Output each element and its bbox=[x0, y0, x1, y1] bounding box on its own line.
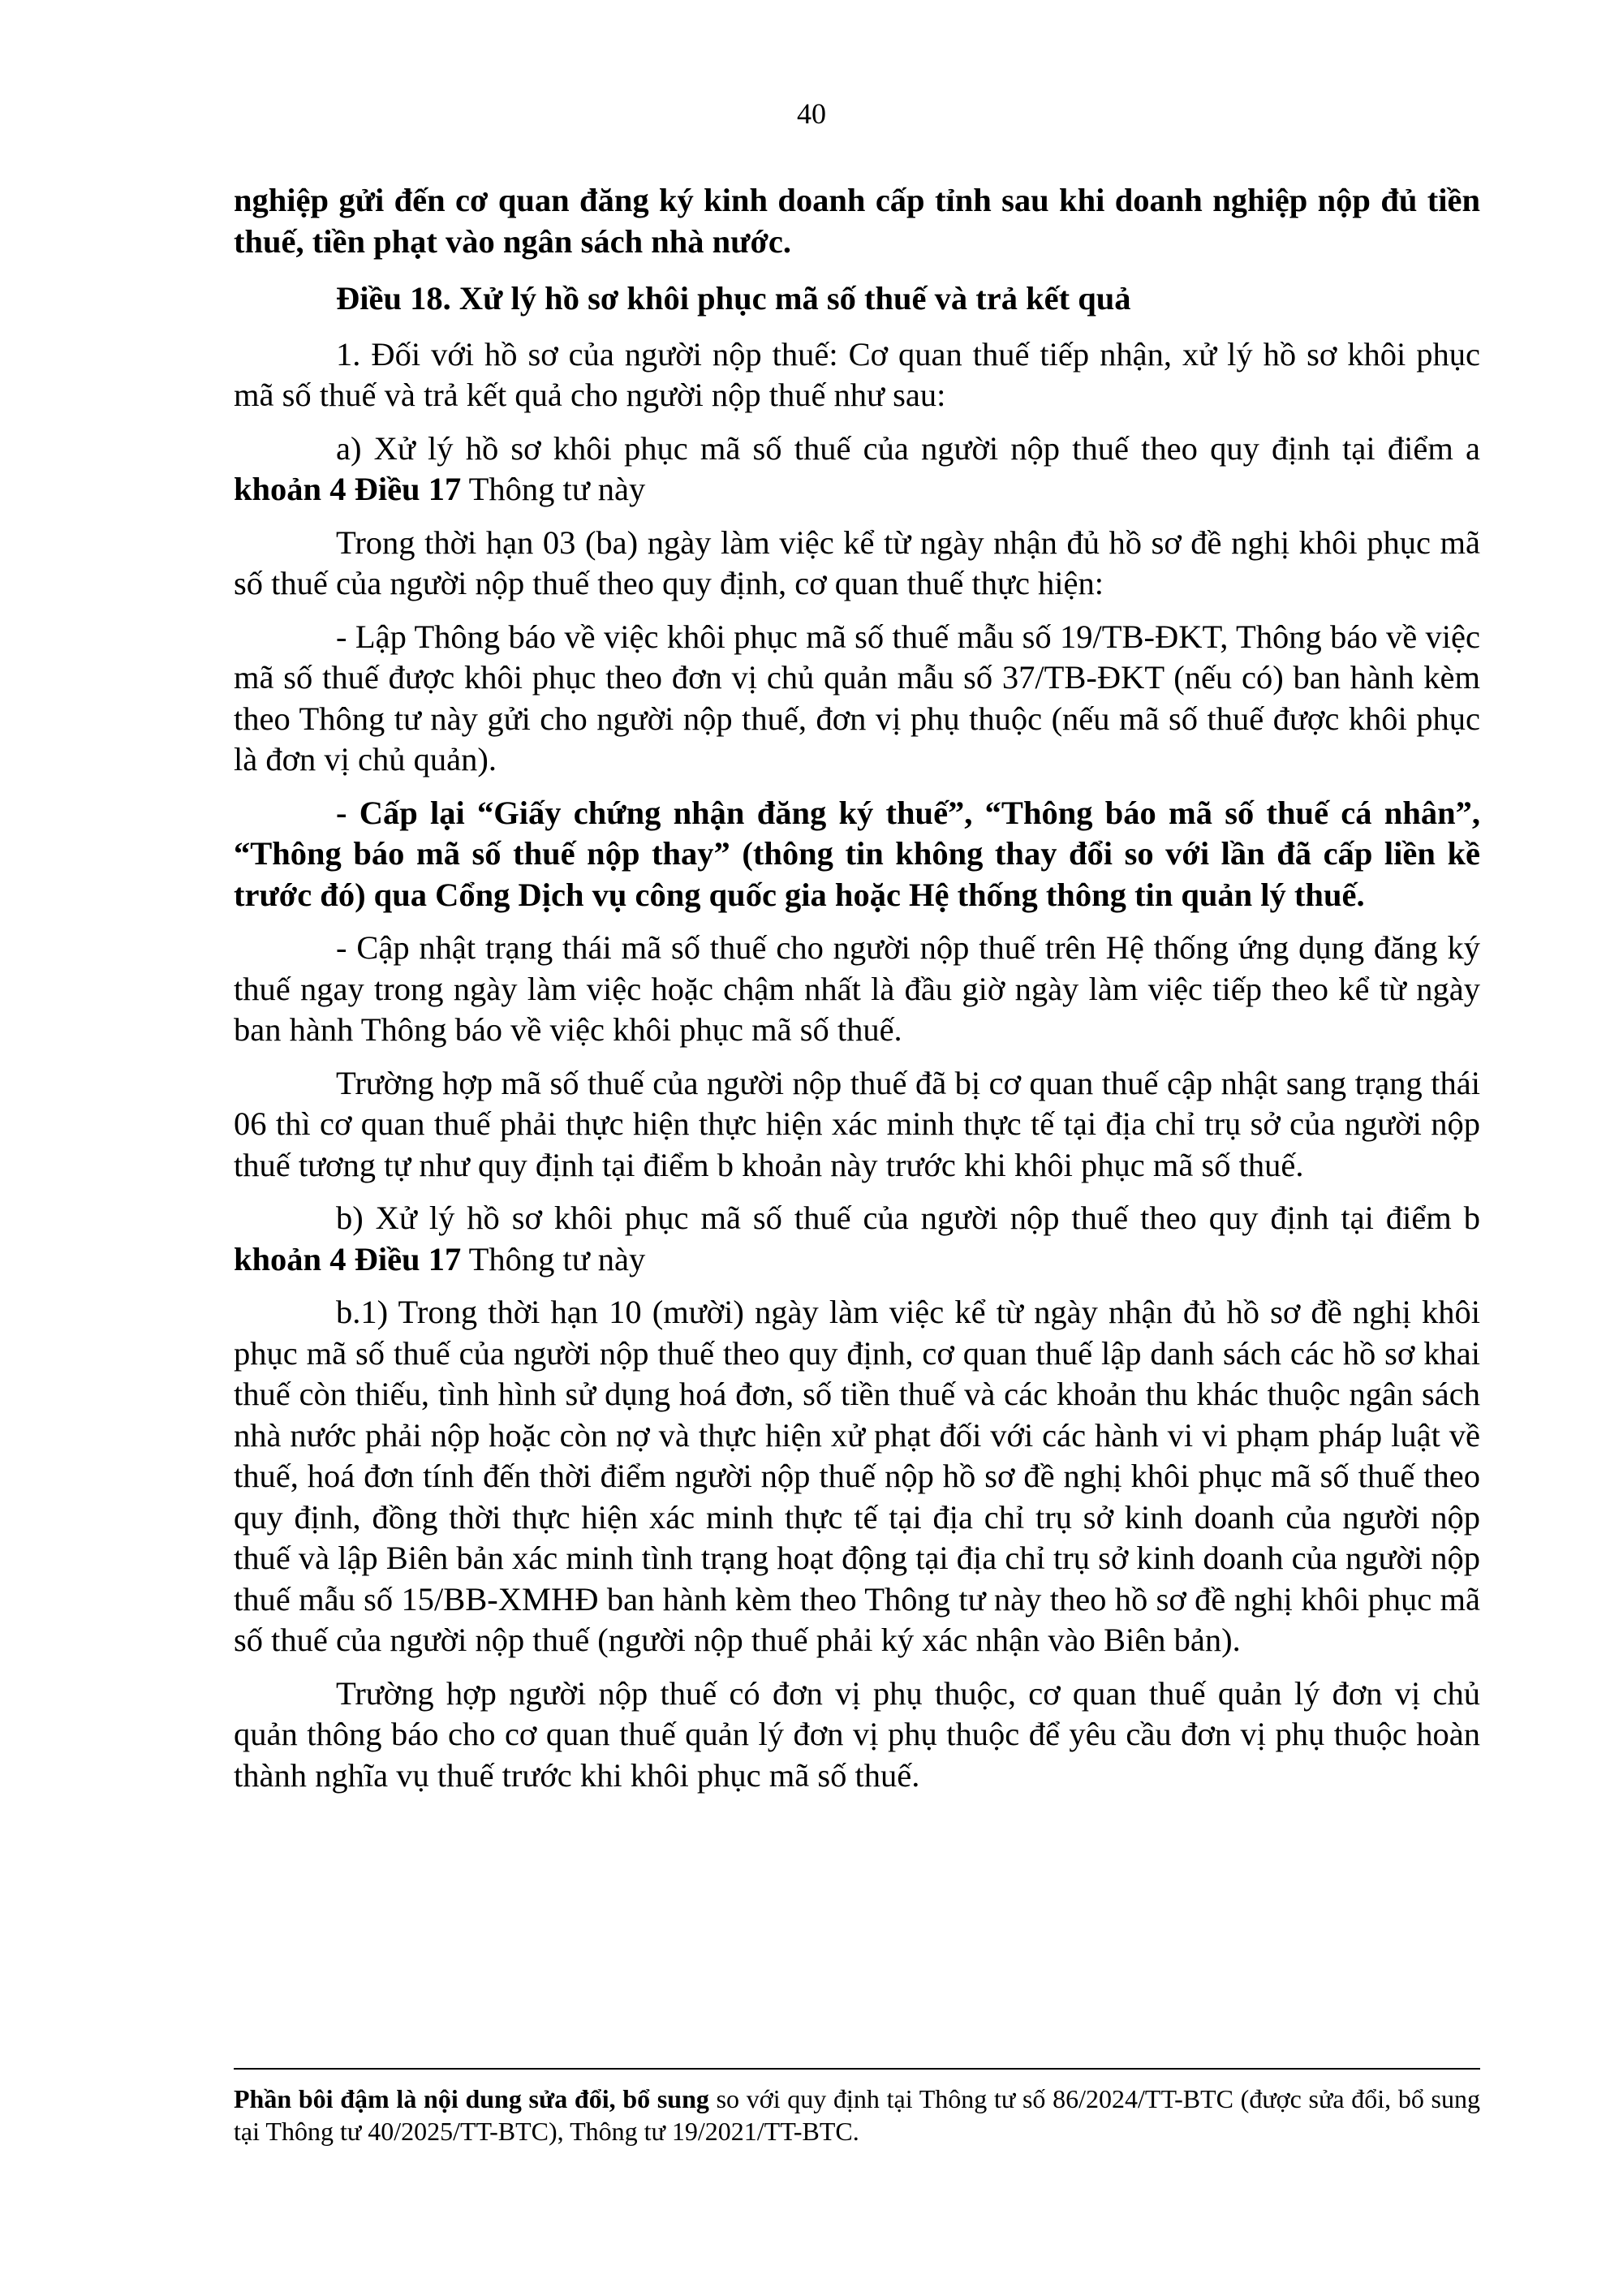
paragraph-point-a bbox=[234, 429, 1480, 510]
footer-divider bbox=[234, 2068, 1480, 2070]
paragraph-deadline-3-days: Trong thời hạn 03 (ba) ngày làm việc kể từ ngày nhận đủ hồ sơ đề nghị khôi phục mã số thuế của người nộp thuế theo quy định, cơ quan thuế thực hiện: bbox=[234, 523, 1480, 601]
document-body bbox=[234, 180, 1480, 1808]
paragraph-continuation: nghiệp gửi đến cơ quan đăng ký kinh doanh cấp tỉnh sau khi doanh nghiệp nộp đủ tiền thuế, tiền phạt vào ngân sách nhà nước. bbox=[234, 182, 1480, 260]
point-a-reference: khoản 4 Điều 17 bbox=[234, 471, 462, 507]
point-b-reference: khoản 4 Điều 17 bbox=[234, 1240, 462, 1277]
paragraph-reissue-item: - Cấp lại “Giấy chứng nhận đăng ký thuế”, “Thông báo mã số thuế cá nhân”, “Thông báo mã số thuế nộp thay” (thông tin không thay đổi so với lần đã cấp liền kề trước đó) qua Cổng Dịch vụ công quốc gia hoặc Hệ thống thông tin quản lý thuế. bbox=[234, 794, 1480, 913]
paragraph-update-status-item: - Cập nhật trạng thái mã số thuế cho người nộp thuế trên Hệ thống ứng dụng đăng ký thuế ngay trong ngày làm việc hoặc chậm nhất là đầu giờ ngày làm việc tiếp theo kể từ ngày ban hành Thông báo về việc khôi phục mã số thuế. bbox=[234, 929, 1480, 1048]
article-heading: Điều 18. Xử lý hồ sơ khôi phục mã số thuế và trả kết quả bbox=[336, 280, 1131, 317]
paragraph-clause-1: 1. Đối với hồ sơ của người nộp thuế: Cơ quan thuế tiếp nhận, xử lý hồ sơ khôi phục mã số thuế và trả kết quả cho người nộp thuế như sau: bbox=[234, 335, 1480, 413]
paragraph-point-b bbox=[234, 1198, 1480, 1280]
footnote-text: so với quy định tại Thông tư số 86/2024/TT-BTC (được sửa đổi, bổ sung tại Thông tư 40/2025/TT-BTC), Thông tư 19/2021/TT-BTC. bbox=[234, 2084, 1481, 2146]
footnote-bold: Phần bôi đậm là nội dung sửa đổi, bổ sung bbox=[234, 2084, 709, 2113]
paragraph-dependent-units: Trường hợp người nộp thuế có đơn vị phụ thuộc, cơ quan thuế quản lý đơn vị chủ quản thông báo cho cơ quan thuế quản lý đơn vị phụ thuộc để yêu cầu đơn vị phụ thuộc hoàn thành nghĩa vụ thuế trước khi khôi phục mã số thuế. bbox=[234, 1674, 1480, 1794]
point-a-suffix: Thông tư này bbox=[461, 471, 646, 507]
paragraph-status-06-case: Trường hợp mã số thuế của người nộp thuế đã bị cơ quan thuế cập nhật sang trạng thái 06 thì cơ quan thuế phải thực hiện thực hiện xác minh thực tế tại địa chỉ trụ sở của người nộp thuế tương tự như quy định tại điểm b khoản này trước khi khôi phục mã số thuế. bbox=[234, 1064, 1480, 1183]
point-b-text: b) Xử lý hồ sơ khôi phục mã số thuế của người nộp thuế theo quy định tại điểm b bbox=[336, 1200, 1480, 1236]
point-a-text: a) Xử lý hồ sơ khôi phục mã số thuế của người nộp thuế theo quy định tại điểm a bbox=[336, 429, 1480, 467]
paragraph-notice-item: - Lập Thông báo về việc khôi phục mã số thuế mẫu số 19/TB-ĐKT, Thông báo về việc mã số thuế được khôi phục theo đơn vị chủ quản mẫu số 37/TB-ĐKT (nếu có) ban hành kèm theo Thông tư này gửi cho người nộp thuế, đơn vị phụ thuộc (nếu mã số thuế được khôi phục là đơn vị chủ quản). bbox=[234, 618, 1480, 778]
page-number: 40 bbox=[797, 97, 826, 130]
point-b-suffix: Thông tư này bbox=[461, 1240, 646, 1277]
footnote bbox=[234, 2083, 1480, 2147]
paragraph-point-b1: b.1) Trong thời hạn 10 (mười) ngày làm việc kể từ ngày nhận đủ hồ sơ đề nghị khôi phục mã số thuế của người nộp thuế theo quy định, cơ quan thuế lập danh sách các hồ sơ khai thuế còn thiếu, tình hình sử dụng hoá đơn, số tiền thuế và các khoản thu khác thuộc ngân sách nhà nước phải nộp hoặc còn nợ và thực hiện xử phạt đối với các hành vi vi phạm pháp luật về thuế, hoá đơn tính đến thời điểm người nộp thuế nộp hồ sơ đề nghị khôi phục mã số thuế theo quy định, đồng thời thực hiện xác minh thực tế tại địa chỉ trụ sở kinh doanh của người nộp thuế và lập Biên bản xác minh tình trạng hoạt động tại địa chỉ trụ sở kinh doanh của người nộp thuế mẫu số 15/BB-XMHĐ ban hành kèm theo Thông tư này theo hồ sơ đề nghị khôi phục mã số thuế của người nộp thuế (người nộp thuế phải ký xác nhận vào Biên bản). bbox=[234, 1294, 1480, 1658]
